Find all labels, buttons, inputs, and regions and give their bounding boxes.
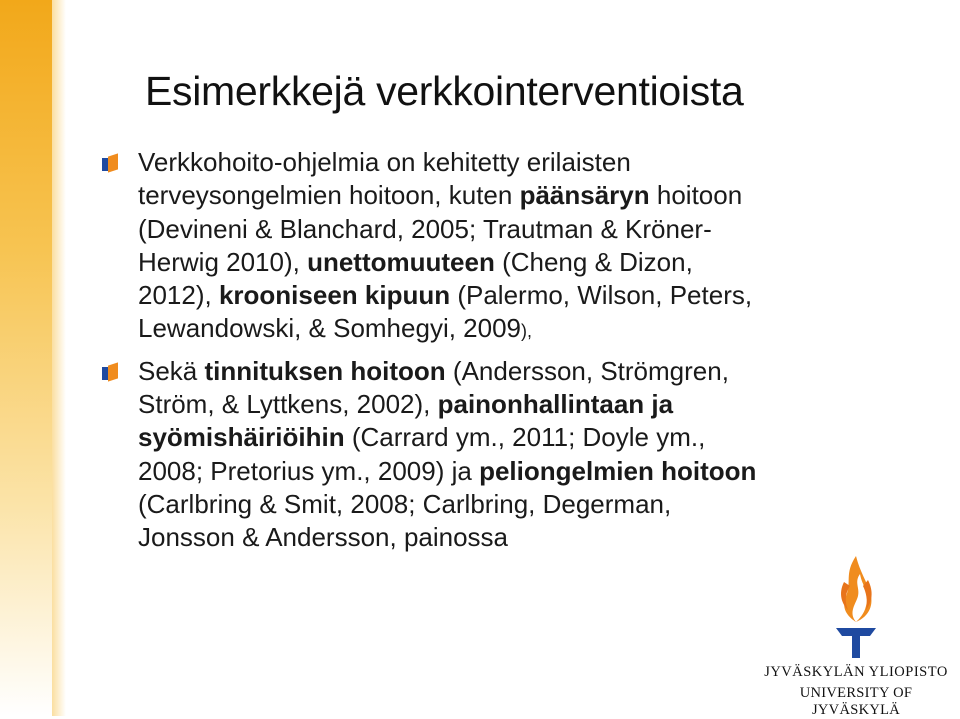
bullet-2-line-6: Jonsson & Andersson, painossa	[138, 522, 509, 553]
bullet-2-line-3: syömishäiriöihin (Carrard ym., 2011; Doyle ym.,	[138, 422, 706, 453]
decorative-side-bar	[0, 0, 52, 716]
cube-bullet-icon	[102, 364, 118, 380]
emphasis-term: päänsäryn	[519, 180, 650, 211]
bullet-2-line-4: 2008; Pretorius ym., 2009) ja peliongelmien hoitoon	[138, 455, 757, 486]
bullet-item-2	[102, 355, 902, 555]
emphasis-term: tinnituksen hoitoon	[204, 355, 446, 386]
university-logo	[760, 552, 952, 718]
bullet-2-line-2: Ström, & Lyttkens, 2002), painonhallintaan ja	[138, 389, 674, 420]
bullet-1-line-6: Lewandowski, & Somhegyi, 2009),	[138, 313, 533, 344]
emphasis-term: painonhallintaan ja	[437, 389, 674, 420]
emphasis-term: krooniseen kipuun	[218, 280, 451, 311]
bullet-2-line-5: (Carlbring & Smit, 2008; Carlbring, Degerman,	[138, 488, 672, 519]
bullet-list	[102, 146, 902, 555]
bullet-1-line-1: Verkkohoito-ohjelmia on kehitetty erilaisten	[138, 147, 631, 177]
torch-icon	[826, 552, 886, 662]
bullet-1-line-3: (Devineni & Blanchard, 2005; Trautman & Kröner-	[138, 213, 712, 244]
bullet-item-1	[102, 146, 902, 349]
bullet-2-line-1: Sekä tinnituksen hoitoon (Andersson, Strömgren,	[138, 355, 729, 386]
emphasis-term: syömishäiriöihin	[138, 422, 345, 453]
bullet-1-line-4: Herwig 2010), unettomuuteen (Cheng & Dizon,	[138, 246, 693, 277]
slide-title: Esimerkkejä verkkointerventioista	[145, 68, 744, 114]
cube-bullet-icon	[102, 155, 118, 171]
bullet-1-line-5: 2012), krooniseen kipuun (Palermo, Wilson, Peters,	[138, 280, 753, 311]
bullet-1-line-2: terveysongelmien hoitoon, kuten päänsäryn hoitoon	[138, 180, 743, 211]
emphasis-term: peliongelmien hoitoon	[479, 455, 757, 486]
logo-name-english: UNIVERSITY OF JYVÄSKYLÄ	[799, 685, 913, 718]
logo-name-finnish: JYVÄSKYLÄN YLIOPISTO	[764, 664, 948, 680]
emphasis-term: unettomuuteen	[307, 246, 495, 277]
